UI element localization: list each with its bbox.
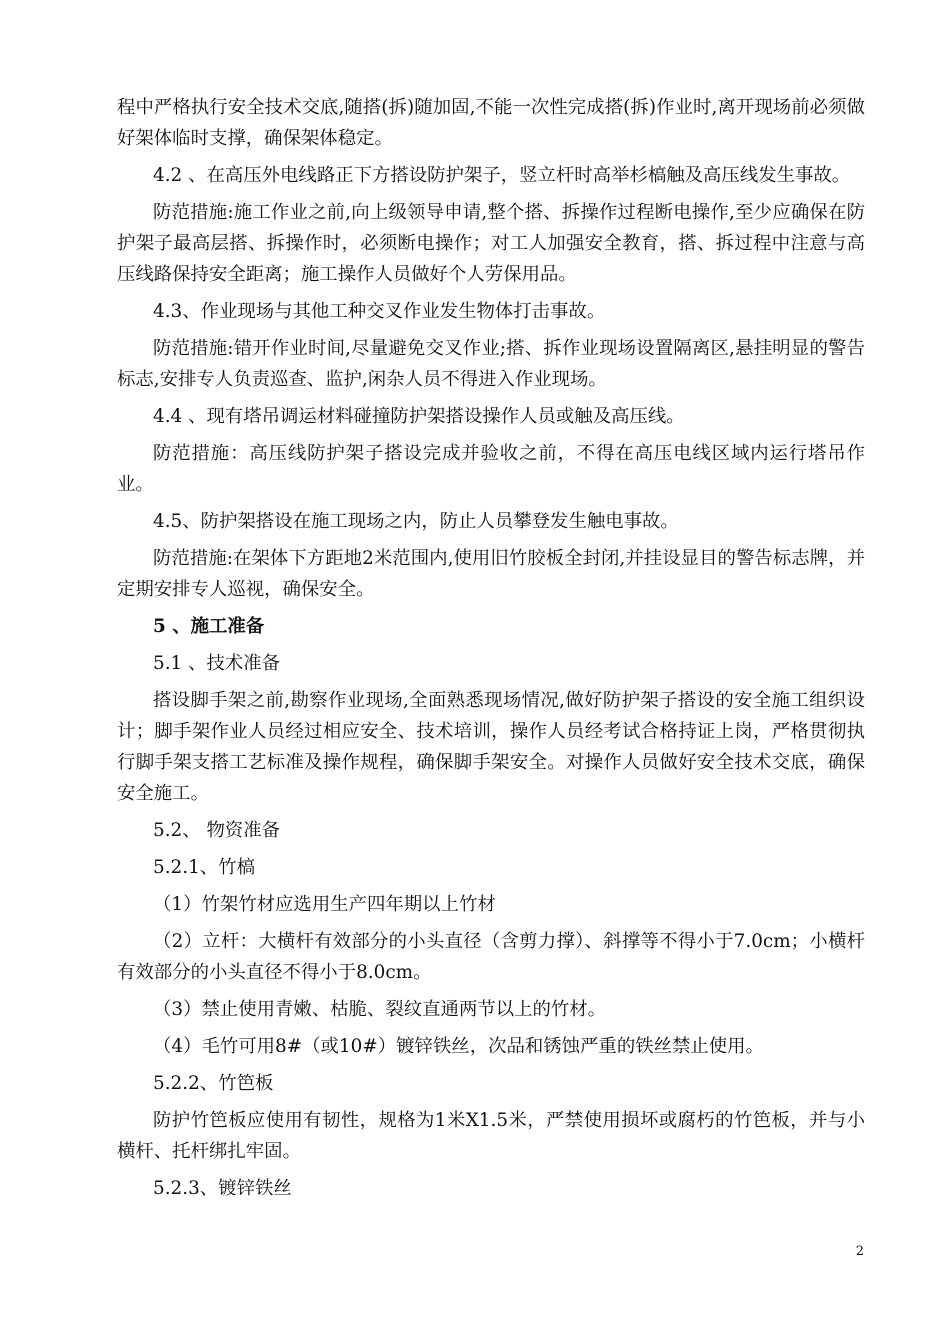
paragraph: 防范措施:施工作业之前,向上级领导申请,整个搭、拆操作过程断电操作,至少应确保在防护架子最高层搭、拆操作时，必须断电操作；对工人加强安全教育，搭、拆过程中注意与高压线路保持安全距离；施工操作人员做好个人劳保用品。 [117,202,865,285]
subsection-heading: 5.2.1、竹槁 [153,857,255,878]
paragraph: 4.5、防护架搭设在施工现场之内，防止人员攀登发生触电事故。 [153,511,679,532]
paragraph: 程中严格执行安全技术交底,随搭(拆)随加固,不能一次性完成搭(拆)作业时,离开现场前必须做好架体临时支撑，确保架体稳定。 [117,97,865,149]
section-heading: 5 、施工准备 [153,616,265,637]
list-item: （4）毛竹可用8#（或10#）镀锌铁丝，次品和锈蚀严重的铁丝禁止使用。 [153,1036,764,1057]
document-body [117,92,865,1210]
paragraph: 防范措施:在架体下方距地2米范围内,使用旧竹胶板全封闭,并挂设显目的警告标志牌，并定期安排专人巡视，确保安全。 [117,548,865,600]
subsection-heading: 5.2.2、竹笆板 [153,1073,274,1094]
paragraph: 4.4 、现有塔吊调运材料碰撞防护架搭设操作人员或触及高压线。 [153,406,685,427]
paragraph: 防范措施：高压线防护架子搭设完成并验收之前，不得在高压电线区域内运行塔吊作业。 [117,443,865,495]
paragraph: 防范措施:错开作业时间,尽量避免交叉作业;搭、拆作业现场设置隔离区,悬挂明显的警告标志,安排专人负责巡查、监护,闲杂人员不得进入作业现场。 [117,338,865,390]
subsection-heading: 5.2.3、镀锌铁丝 [153,1178,292,1199]
paragraph: 4.3、作业现场与其他工种交叉作业发生物体打击事故。 [153,301,606,322]
paragraph: 防护竹笆板应使用有韧性，规格为1米X1.5米，严禁使用损坏或腐朽的竹笆板，并与小横杆、托杆绑扎牢固。 [117,1110,865,1162]
list-item: （3）禁止使用青嫩、枯脆、裂纹直通两节以上的竹材。 [153,999,607,1020]
list-item: （1）竹架竹材应选用生产四年期以上竹材 [153,894,496,915]
paragraph: 4.2 、在高压外电线路正下方搭设防护架子，竖立杆时高举杉槁触及高压线发生事故。 [153,165,851,186]
paragraph: 搭设脚手架之前,勘察作业现场,全面熟悉现场情况,做好防护架子搭设的安全施工组织设计；脚手架作业人员经过相应安全、技术培训，操作人员经考试合格持证上岗，严格贯彻执行脚手架支搭工艺标准及操作规程，确保脚手架安全。对操作人员做好安全技术交底，确保安全施工。 [117,690,865,804]
page-number: 2 [855,1244,864,1259]
subsection-heading: 5.1 、技术准备 [153,653,281,674]
subsection-heading: 5.2、 物资准备 [153,820,281,841]
list-item: （2）立杆：大横杆有效部分的小头直径（含剪力撑）、斜撑等不得小于7.0cm；小横杆有效部分的小头直径不得小于8.0cm。 [117,931,865,983]
